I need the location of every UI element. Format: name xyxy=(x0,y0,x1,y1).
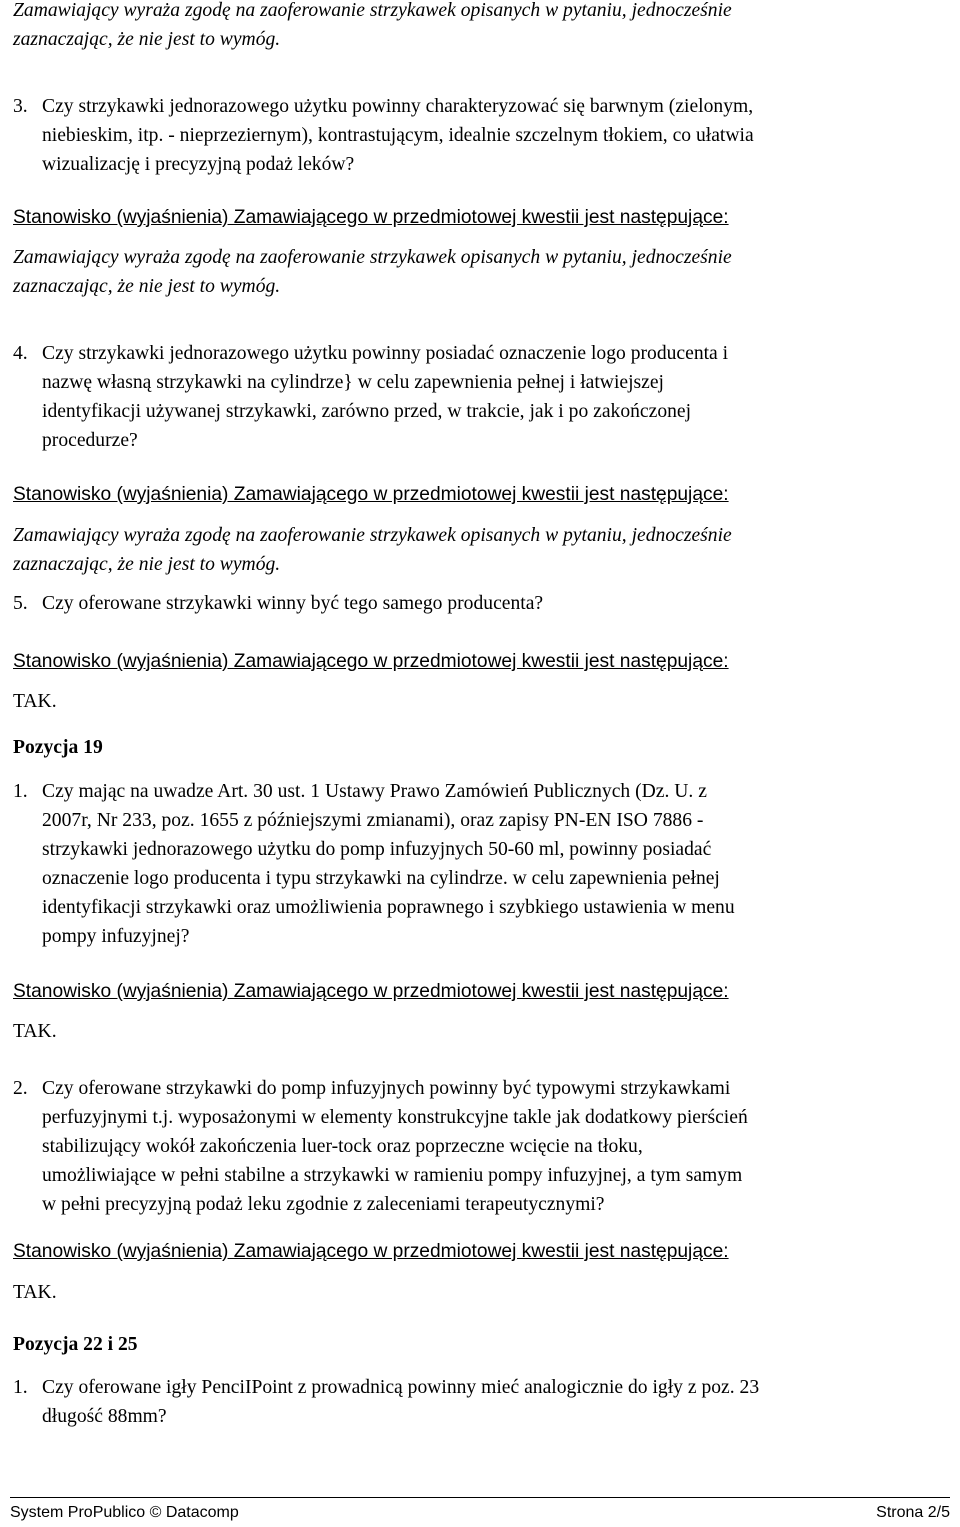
question-line: strzykawki jednorazowego użytku do pomp infuzyjnych 50-60 ml, powinny posiadać xyxy=(42,839,712,860)
answer-tak: TAK. xyxy=(13,691,57,712)
question-line: długość 88mm? xyxy=(42,1406,167,1427)
question-4 xyxy=(13,339,953,455)
question-line: perfuzyjnymi t.j. wyposażonymi w elementy konstrukcyjne takle jak dodatkowy pierścień xyxy=(42,1107,748,1128)
footer-system-label: System ProPublico © Datacomp xyxy=(10,1504,239,1521)
question-line: pompy infuzyjnej? xyxy=(42,926,190,947)
stanowisko-label: Stanowisko (wyjaśnienia) Zamawiającego w przedmiotowej kwestii jest następujące: xyxy=(13,484,729,505)
page-footer xyxy=(10,1497,950,1526)
section-heading: Pozycja 19 xyxy=(13,737,103,758)
question-line: Czy oferowane strzykawki do pomp infuzyjnych powinny być typowymi strzykawkami xyxy=(42,1078,731,1099)
answer-text: zaznaczając, że nie jest to wymóg. xyxy=(13,554,281,575)
answer-tak: TAK. xyxy=(13,1282,57,1303)
question-3 xyxy=(13,92,953,179)
question-5 xyxy=(13,589,953,618)
question-line: oznaczenie logo producenta i typu strzykawki na cylindrze. w celu zapewnienia pełnej xyxy=(42,868,720,889)
question-line: Czy oferowane strzykawki winny być tego samego producenta? xyxy=(42,593,544,614)
question-line: nazwę własną strzykawki na cylindrze} w celu zapewnienia pełnej i łatwiejszej xyxy=(42,372,664,393)
question-line: identyfikacji używanej strzykawki, zarówno przed, w trakcie, jak i po zakończonej xyxy=(42,401,692,422)
stanowisko-label: Stanowisko (wyjaśnienia) Zamawiającego w przedmiotowej kwestii jest następujące: xyxy=(13,1241,729,1262)
question-number: 1. xyxy=(13,1377,28,1398)
question-line: identyfikacji strzykawki oraz umożliwienia poprawnego i szybkiego ustawienia w menu xyxy=(42,897,735,918)
question-line: wizualizację i precyzyjną podaż leków? xyxy=(42,154,355,175)
answer-text: zaznaczając, że nie jest to wymóg. xyxy=(13,276,281,297)
question-line: w pełni precyzyjną podaż leku zgodnie z zaleceniami terapeutycznymi? xyxy=(42,1194,605,1215)
question-line: umożliwiające w pełni stabilne a strzykawki w ramieniu pompy infuzyjnej, a tym samym xyxy=(42,1165,743,1186)
stanowisko-label: Stanowisko (wyjaśnienia) Zamawiającego w przedmiotowej kwestii jest następujące: xyxy=(13,651,729,672)
section-heading: Pozycja 22 i 25 xyxy=(13,1334,138,1355)
question-line: Czy mając na uwadze Art. 30 ust. 1 Ustawy Prawo Zamówień Publicznych (Dz. U. z xyxy=(42,781,707,802)
stanowisko-label: Stanowisko (wyjaśnienia) Zamawiającego w przedmiotowej kwestii jest następujące: xyxy=(13,207,729,228)
question-line: stabilizujący wokół zakończenia luer-tock oraz poprzeczne wcięcie na tłoku, xyxy=(42,1136,643,1157)
question-line: 2007r, Nr 233, poz. 1655 z późniejszymi zmianami), oraz zapisy PN-EN ISO 7886 - xyxy=(42,810,704,831)
question-19-1 xyxy=(13,777,953,951)
question-line: procedurze? xyxy=(42,430,138,451)
question-22-1 xyxy=(13,1373,953,1431)
answer-text: Zamawiający wyraża zgodę na zaoferowanie strzykawek opisanych w pytaniu, jednocześnie xyxy=(13,525,732,546)
question-number: 2. xyxy=(13,1078,28,1099)
question-line: Czy strzykawki jednorazowego użytku powinny charakteryzować się barwnym (zielonym, xyxy=(42,96,754,117)
question-line: Czy oferowane igły PenciIPoint z prowadnicą powinny mieć analogicznie do igły z poz. 23 xyxy=(42,1377,760,1398)
question-number: 4. xyxy=(13,343,28,364)
stanowisko-label: Stanowisko (wyjaśnienia) Zamawiającego w przedmiotowej kwestii jest następujące: xyxy=(13,981,729,1002)
question-line: Czy strzykawki jednorazowego użytku powinny posiadać oznaczenie logo producenta i xyxy=(42,343,729,364)
answer-text: Zamawiający wyraża zgodę na zaoferowanie strzykawek opisanych w pytaniu, jednocześnie xyxy=(13,0,732,21)
question-number: 1. xyxy=(13,781,28,802)
question-19-2 xyxy=(13,1074,953,1219)
answer-text: Zamawiający wyraża zgodę na zaoferowanie strzykawek opisanych w pytaniu, jednocześnie xyxy=(13,247,732,268)
question-number: 5. xyxy=(13,593,28,614)
question-line: niebieskim, itp. - nieprzeziernym), kontrastującym, idealnie szczelnym tłokiem, co ułatwia xyxy=(42,125,754,146)
answer-tak: TAK. xyxy=(13,1021,57,1042)
footer-page-number: Strona 2/5 xyxy=(876,1504,950,1521)
answer-text: zaznaczając, że nie jest to wymóg. xyxy=(13,29,281,50)
question-number: 3. xyxy=(13,96,28,117)
